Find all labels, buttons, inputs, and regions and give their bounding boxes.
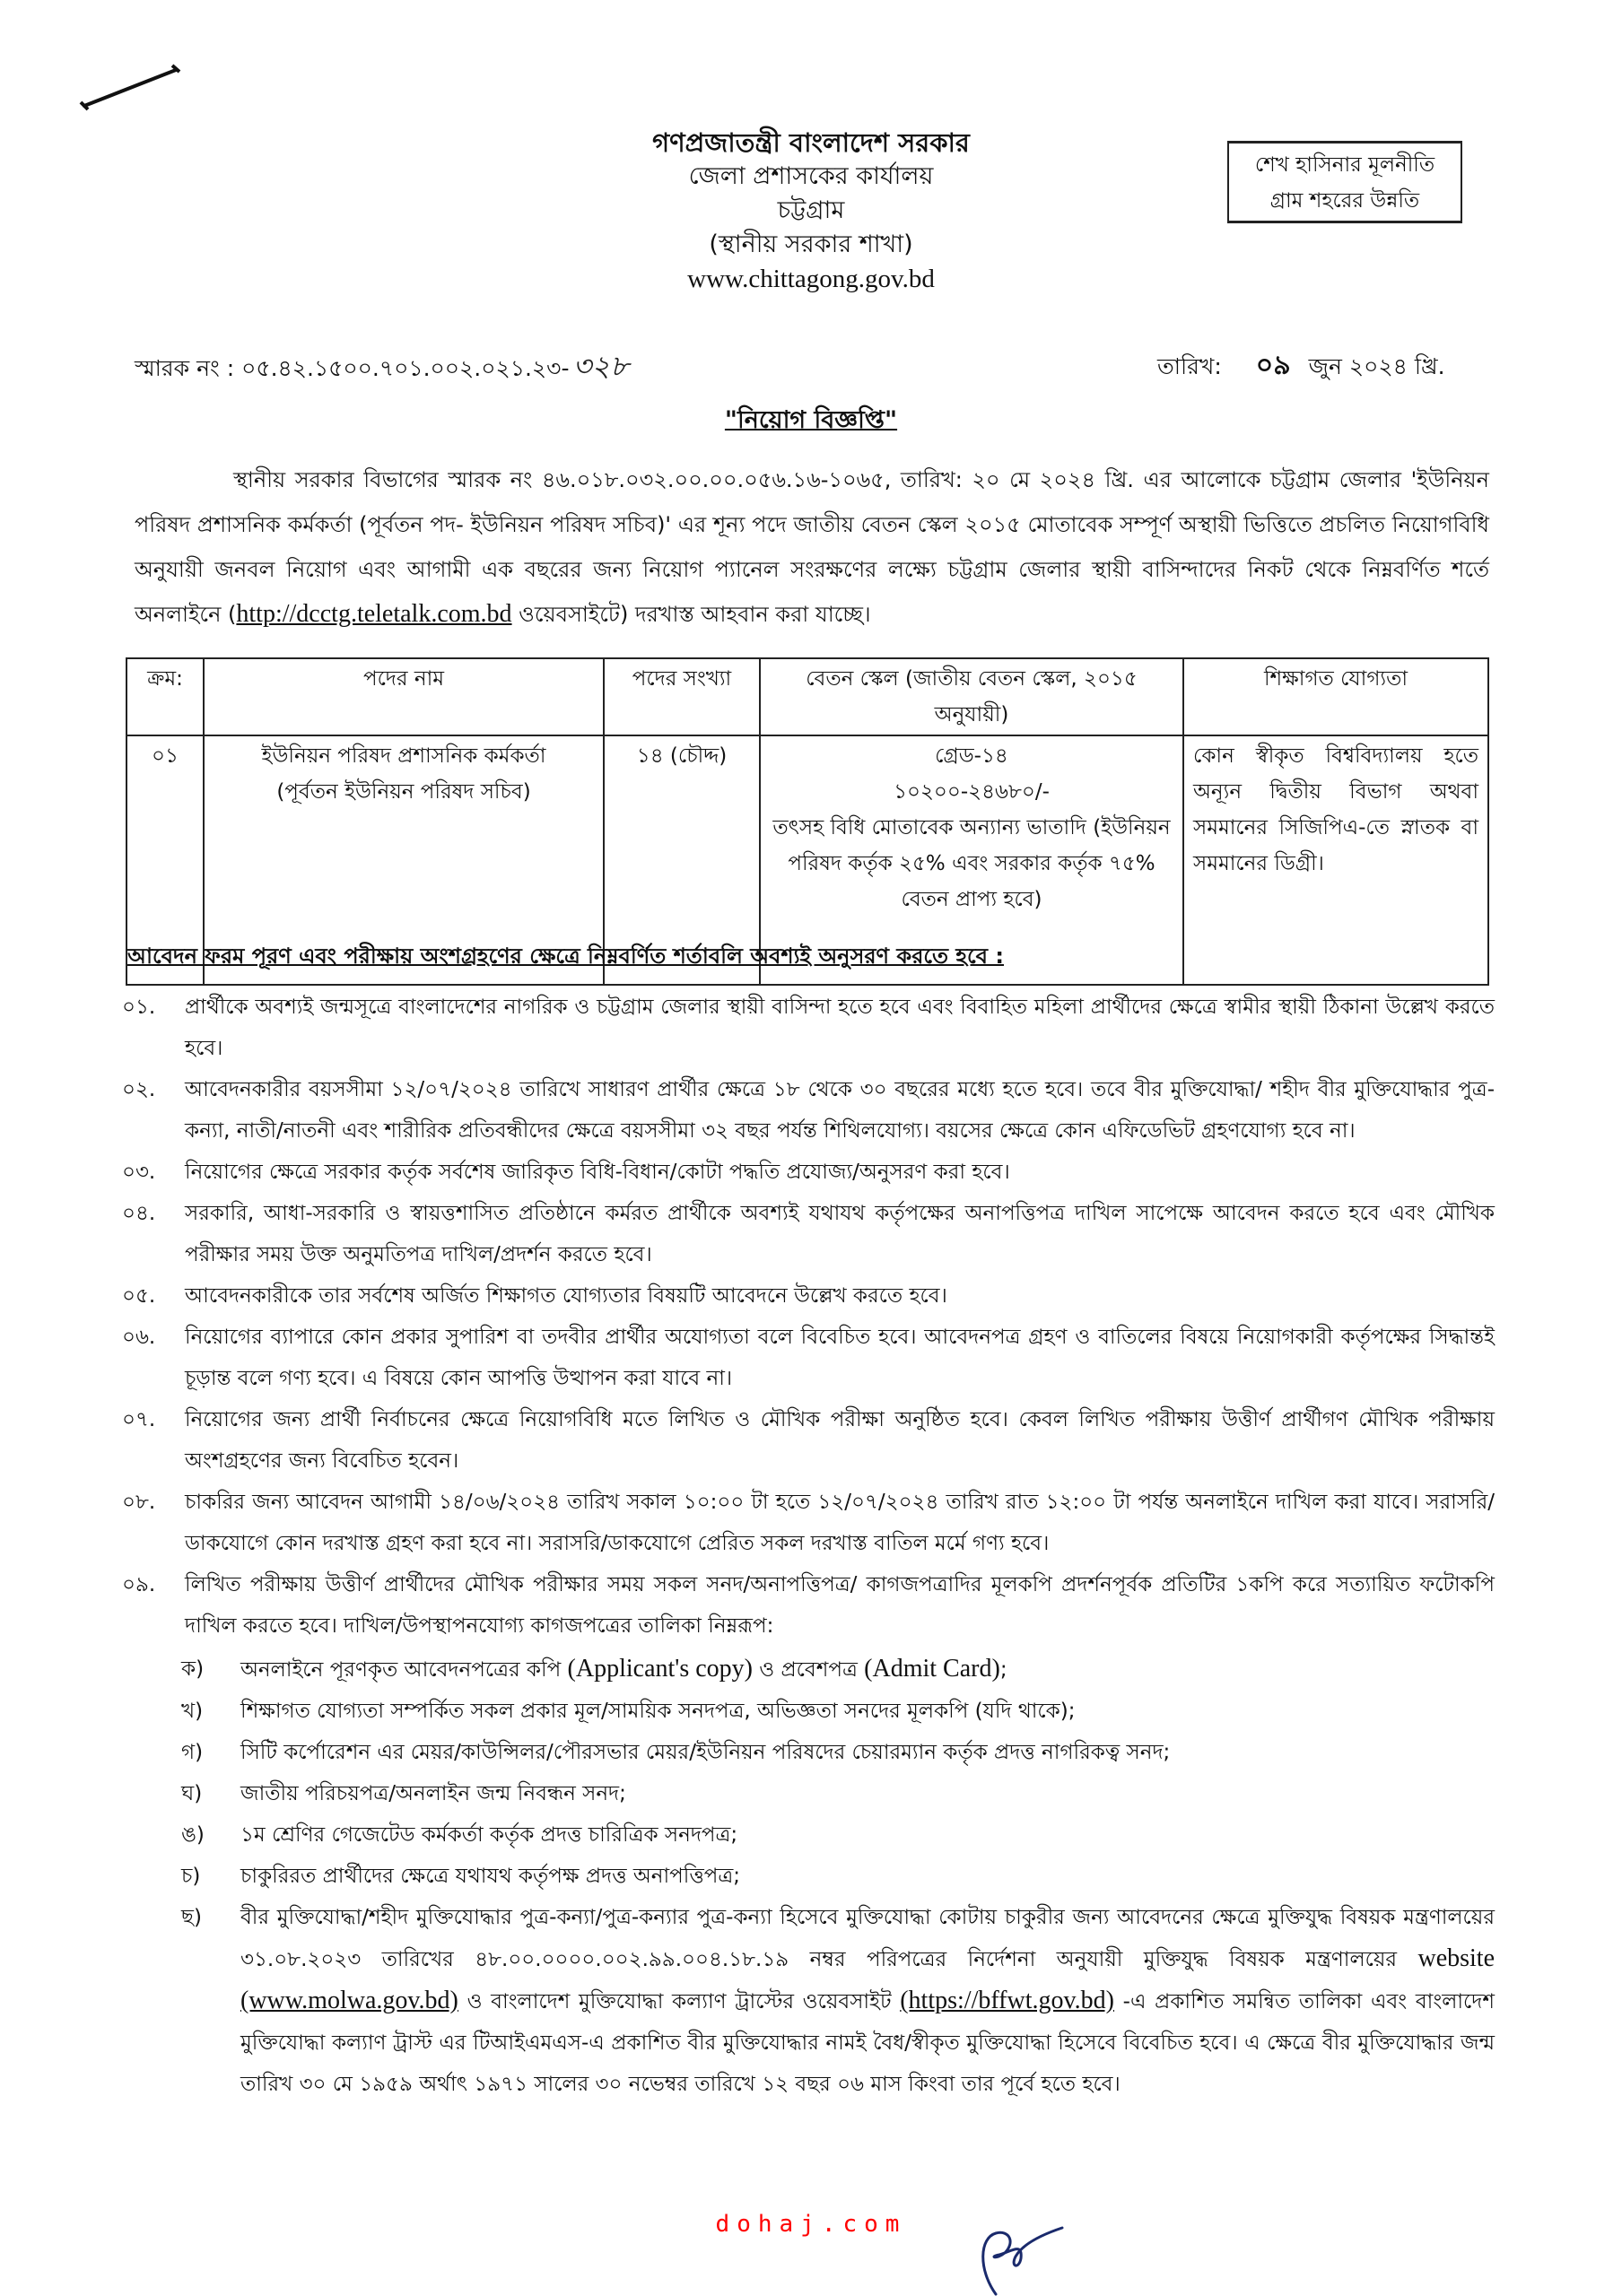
document-item <box>181 1691 1495 1732</box>
condition-item <box>122 1482 1495 1564</box>
memo-label: স্মারক নং : <box>135 355 235 381</box>
cell-serial: ০১ <box>126 735 204 985</box>
date-day: ০৯ <box>1255 350 1291 381</box>
document-number: ঘ) <box>181 1782 203 1805</box>
header-serial: ক্রম: <box>126 658 204 735</box>
watermark: dohaj.com <box>715 2211 907 2238</box>
applicants-copy-label: (Applicant's copy) <box>567 1655 753 1683</box>
documents-list <box>181 1648 1495 2105</box>
condition-item <box>122 1193 1495 1275</box>
condition-text: লিখিত পরীক্ষায় উত্তীর্ণ প্রার্থীদের মৌখিক পরীক্ষার সময় সকল সনদ/অনাপত্তিপত্র/ কাগজপত্রাদির মূলকপি প্রদর্শনপূর্বক প্রতিটির ১কপি করে সত্যায়িত ফটোকপি দাখিল করতে হবে। দাখিল/উপস্থাপনযোগ্য কাগজপত্রের তালিকা নিম্নরূপ: <box>185 1573 1495 1638</box>
condition-text: আবেদনকারীর বয়সসীমা ১২/০৭/২০২৪ তারিখে সাধারণ প্রার্থীর ক্ষেত্রে ১৮ থেকে ৩০ বছরের মধ্যে হতে হবে। তবে বীর মুক্তিযোদ্ধা/ শহীদ বীর মুক্তিযোদ্ধার পুত্র-কন্যা, নাতী/নাতনী এবং শারীরিক প্রতিবন্ধীদের ক্ষেত্রে বয়সসীমা ৩২ বছর পর্যন্ত শিথিলযোগ্য। বয়সের ক্ষেত্রে কোন এফিডেভিট গ্রহণযোগ্য হবে না। <box>185 1078 1495 1143</box>
document-text: সিটি কর্পোরেশন এর মেয়র/কাউন্সিলর/পৌরসভার মেয়র/ইউনিয়ন পরিষদের চেয়ারম্যান কর্তৃক প্রদত্ত নাগরিকত্ব সনদ; <box>240 1741 1171 1764</box>
document-text: শিক্ষাগত যোগ্যতা সম্পর্কিত সকল প্রকার মূল/সাময়িক সনদপত্র, অভিজ্ঞতা সনদের মূলকপি (যদি থাকে); <box>240 1700 1076 1723</box>
document-text-part: বীর মুক্তিযোদ্ধা/শহীদ মুক্তিযোদ্ধার পুত্র-কন্যা/পুত্র-কন্যার পুত্র-কন্যা হিসেবে মুক্তিযোদ্ধা কোটায় চাকুরীর জন্য আবেদনের ক্ষেত্রে মুক্তিযুদ্ধ বিষয়ক মন্ত্রণালয়ের ৩১.০৮.২০২৩ তারিখের ৪৮.০০.০০০০.০০২.৯৯.০০৪.১৮.১৯ নম্বর পরিপত্রের নির্দেশনা অনুযায়ী মুক্তিযুদ্ধ বিষয়ক মন্ত্রণালয়ের <box>240 1906 1495 1971</box>
posts-table <box>126 657 1489 986</box>
condition-item <box>122 1152 1495 1193</box>
notice-title <box>0 402 1622 442</box>
header-post-name: পদের নাম <box>204 658 604 735</box>
date-rest: জুন ২০২৪ খ্রি. <box>1308 353 1445 379</box>
document-item <box>181 1856 1495 1897</box>
district-name: চট্টগ্রাম <box>777 196 845 224</box>
condition-number: ০৫. <box>122 1284 156 1308</box>
condition-item <box>122 1399 1495 1482</box>
condition-number: ০২. <box>122 1078 156 1101</box>
document-text <box>240 1897 1495 2105</box>
website-word: website <box>1417 1944 1495 1972</box>
memo-value: ০৫.৪২.১৫০০.৭০১.০০২.০২১.২৩- <box>241 355 570 381</box>
condition-number: ০৪. <box>122 1202 156 1225</box>
cell-education: কোন স্বীকৃত বিশ্ববিদ্যালয় হতে অন্যূন দ্বিতীয় বিভাগ অথবা সমমানের সিজিপিএ-তে স্নাতক বা সমমানের ডিগ্রী। <box>1183 735 1488 985</box>
condition-number: ০৭. <box>122 1408 156 1431</box>
document-number: ক) <box>181 1657 205 1681</box>
document-number: চ) <box>181 1865 201 1888</box>
condition-number: ০৮. <box>122 1491 156 1514</box>
application-link[interactable]: http://dcctg.teletalk.com.bd <box>236 600 512 628</box>
signature-icon <box>969 2215 1077 2296</box>
condition-text: নিয়োগের ব্যাপারে কোন প্রকার সুপারিশ বা তদবীর প্রার্থীর অযোগ্যতা বলে বিবেচিত হবে। আবেদনপত্র গ্রহণ ও বাতিলের বিষয়ে নিয়োগকারী কর্তৃপক্ষের সিদ্ধান্তই চূড়ান্ত বলে গণ্য হবে। এ বিষয়ে কোন আপত্তি উত্থাপন করা যাবে না। <box>185 1326 1495 1390</box>
pay-allowance: তৎসহ বিধি মোতাবেক অন্যান্য ভাতাদি (ইউনিয়ন পরিষদ কর্তৃক ২৫% এবং সরকার কর্তৃক ৭৫% বেতন প্রাপ্য হবে) <box>772 816 1171 911</box>
post-name-line-2: (পূর্বতন ইউনিয়ন পরিষদ সচিব) <box>276 780 531 804</box>
conditions-list <box>122 987 1495 2105</box>
condition-number: ০৩. <box>122 1161 156 1184</box>
condition-item <box>122 1069 1495 1152</box>
slogan-line-2: গ্রাম শহরের উন্নতি <box>1269 189 1420 213</box>
header-education: শিক্ষাগত যোগ্যতা <box>1183 658 1488 735</box>
admit-card-label: (Admit Card) <box>864 1655 1000 1683</box>
document-item <box>181 1732 1495 1773</box>
memo-handwritten-suffix: ৩২৮ <box>572 349 629 383</box>
condition-text: আবেদনকারীকে তার সর্বশেষ অর্জিত শিক্ষাগত যোগ্যতার বিষয়টি আবেদনে উল্লেখ করতে হবে। <box>185 1284 947 1308</box>
branch-name: (স্থানীয় সরকার শাখা) <box>709 230 913 258</box>
document-item <box>181 1648 1495 1691</box>
pay-grade: গ্রেড-১৪ <box>935 744 1008 768</box>
bffwt-link[interactable]: (https://bffwt.gov.bd) <box>900 1987 1114 2014</box>
pin-mark-icon <box>79 63 182 112</box>
post-name-line-1: ইউনিয়ন পরিষদ প্রশাসনিক কর্মকর্তা <box>261 744 546 768</box>
document-number: ছ) <box>181 1906 202 1929</box>
molwa-link[interactable]: (www.molwa.gov.bd) <box>240 1987 458 2014</box>
document-item <box>181 1814 1495 1856</box>
slogan-box <box>1227 141 1462 223</box>
condition-item <box>122 1564 1495 1647</box>
table-header-row <box>126 658 1488 735</box>
document-number: ঙ) <box>181 1823 205 1847</box>
pay-range: ১০২০০-২৪৬৮০/- <box>894 780 1050 804</box>
document-number: গ) <box>181 1741 204 1764</box>
condition-item <box>122 987 1495 1069</box>
condition-item <box>122 1275 1495 1317</box>
document-text: ১ম শ্রেণির গেজেটেড কর্মকর্তা কর্তৃক প্রদত্ত চারিত্রিক সনদপত্র; <box>240 1823 738 1847</box>
document-text <box>240 1648 1495 1691</box>
government-name: গণপ্রজাতন্ত্রী বাংলাদেশ সরকার <box>652 127 970 158</box>
document-text-part: -এ প্রকাশিত সমন্বিত তালিকা এবং বাংলাদেশ মুক্তিযোদ্ধা কল্যাণ ট্রাস্ট এর টিআইএমএস-এ প্রকাশিত বীর মুক্তিযোদ্ধার নামই বৈধ/স্বীকৃত মুক্তিযোদ্ধা হিসেবে বিবেচিত হবে। এ ক্ষেত্রে বীর মুক্তিযোদ্ধার জন্ম তারিখ ৩০ মে ১৯৫৯ অর্থাৎ ১৯৭১ সালের ৩০ নভেম্বর তারিখে ১২ বছর ০৬ মাস কিংবা তার পূর্বে হতে হবে। <box>240 1990 1495 2096</box>
condition-item <box>122 1317 1495 1399</box>
office-website: www.chittagong.gov.bd <box>687 265 935 293</box>
condition-number: ০১. <box>122 996 156 1019</box>
header-post-count: পদের সংখ্যা <box>604 658 760 735</box>
condition-number: ০৬. <box>122 1326 156 1349</box>
document-text-part: ও বাংলাদেশ মুক্তিযোদ্ধা কল্যাণ ট্রাস্টের ওয়েবসাইট <box>458 1990 901 2013</box>
intro-text-end: ওয়েবসাইটে) দরখাস্ত আহবান করা যাচ্ছে। <box>511 602 871 627</box>
notice-title-text: "নিয়োগ বিজ্ঞপ্তি" <box>724 406 898 434</box>
document-item <box>181 1773 1495 1814</box>
office-name: জেলা প্রশাসকের কার্যালয় <box>688 162 934 190</box>
date-label: তারিখ: <box>1157 353 1222 379</box>
document-item <box>181 1897 1495 2105</box>
condition-text: নিয়োগের জন্য প্রার্থী নির্বাচনের ক্ষেত্রে নিয়োগবিধি মতে লিখিত ও মৌখিক পরীক্ষা অনুষ্ঠিত হবে। কেবল লিখিত পরীক্ষায় উত্তীর্ণ প্রার্থীগণ মৌখিক পরীক্ষায় অংশগ্রহণের জন্য বিবেচিত হবেন। <box>185 1408 1495 1473</box>
condition-text: নিয়োগের ক্ষেত্রে সরকার কর্তৃক সর্বশেষ জারিকৃত বিধি-বিধান/কোটা পদ্ধতি প্রযোজ্য/অনুসরণ করা হবে। <box>185 1161 1010 1184</box>
cell-post-count: ১৪ (চৌদ্দ) <box>604 735 760 985</box>
slogan-line-1: শেখ হাসিনার মূলনীতি <box>1254 153 1435 177</box>
header-pay-scale: বেতন স্কেল (জাতীয় বেতন স্কেল, ২০১৫ অনুযায়ী) <box>760 658 1183 735</box>
intro-text: স্থানীয় সরকার বিভাগের স্মারক নং ৪৬.০১৮.০৩২.০০.০০.০৫৬.১৬-১০৬৫, তারিখ: ২০ মে ২০২৪ খ্রি. এর আলোকে চট্টগ্রাম জেলার 'ইউনিয়ন পরিষদ প্রশাসনিক কর্মকর্তা (পূর্বতন পদ- ইউনিয়ন পরিষদ সচিব)' এর শূন্য পদে জাতীয় বেতন স্কেল ২০১৫ মোতাবেক সম্পূর্ণ অস্থায়ী ভিত্তিতে প্রচলিত নিয়োগবিধি অনুযায়ী জনবল নিয়োগ এবং আগামী এক বছরের জন্য নিয়োগ প্যানেল সংরক্ষণের লক্ষ্যে চট্টগ্রাম জেলার স্থায়ী বাসিন্দাদের নিকট থেকে নিম্নবর্ণিত শর্তে অনলাইনে ( <box>135 467 1489 627</box>
document-number: খ) <box>181 1700 204 1723</box>
condition-text: প্রার্থীকে অবশ্যই জন্মসূত্রে বাংলাদেশের নাগরিক ও চট্টগ্রাম জেলার স্থায়ী বাসিন্দা হতে হবে এবং বিবাহিত মহিলা প্রার্থীদের ক্ষেত্রে স্বামীর স্থায়ী ঠিকানা উল্লেখ করতে হবে। <box>185 996 1495 1060</box>
condition-text: চাকরির জন্য আবেদন আগামী ১৪/০৬/২০২৪ তারিখ সকাল ১০:০০ টা হতে ১২/০৭/২০২৪ তারিখ রাত ১২:০০ টা পর্যন্ত অনলাইনে দাখিল করা যাবে। সরাসরি/ডাকযোগে কোন দরখাস্ত গ্রহণ করা হবে না। সরাসরি/ডাকযোগে প্রেরিত সকল দরখাস্ত বাতিল মর্মে গণ্য হবে। <box>185 1491 1495 1555</box>
condition-text: সরকারি, আধা-সরকারি ও স্বায়ত্তশাসিত প্রতিষ্ঠানে কর্মরত প্রার্থীকে অবশ্যই যথাযথ কর্তৃপক্ষের অনাপত্তিপত্র দাখিল সাপেক্ষে আবেদন করতে হবে এবং মৌখিক পরীক্ষার সময় উক্ত অনুমতিপত্র দাখিল/প্রদর্শন করতে হবে। <box>185 1202 1495 1266</box>
memo-number <box>135 344 629 392</box>
intro-paragraph <box>135 457 1489 637</box>
document-text-part: অনলাইনে পূরণকৃত আবেদনপত্রের কপি <box>240 1658 568 1682</box>
document-text-part: ; <box>999 1658 1007 1682</box>
condition-number: ০৯. <box>122 1573 156 1596</box>
document-text-part: ও প্রবেশপত্র <box>752 1658 865 1682</box>
conditions-heading: আবেদন ফরম পূরণ এবং পরীক্ষায় অংশগ্রহণের ক্ষেত্রে নিম্নবর্ণিত শর্তাবলি অবশ্যই অনুসরণ করতে হবে : <box>127 944 1004 969</box>
document-text: জাতীয় পরিচয়পত্র/অনলাইন জন্ম নিবন্ধন সনদ; <box>240 1782 626 1805</box>
document-text: চাকুরিরত প্রার্থীদের ক্ষেত্রে যথাযথ কর্তৃপক্ষ প্রদত্ত অনাপত্তিপত্র; <box>240 1865 741 1888</box>
issue-date <box>1157 344 1445 389</box>
